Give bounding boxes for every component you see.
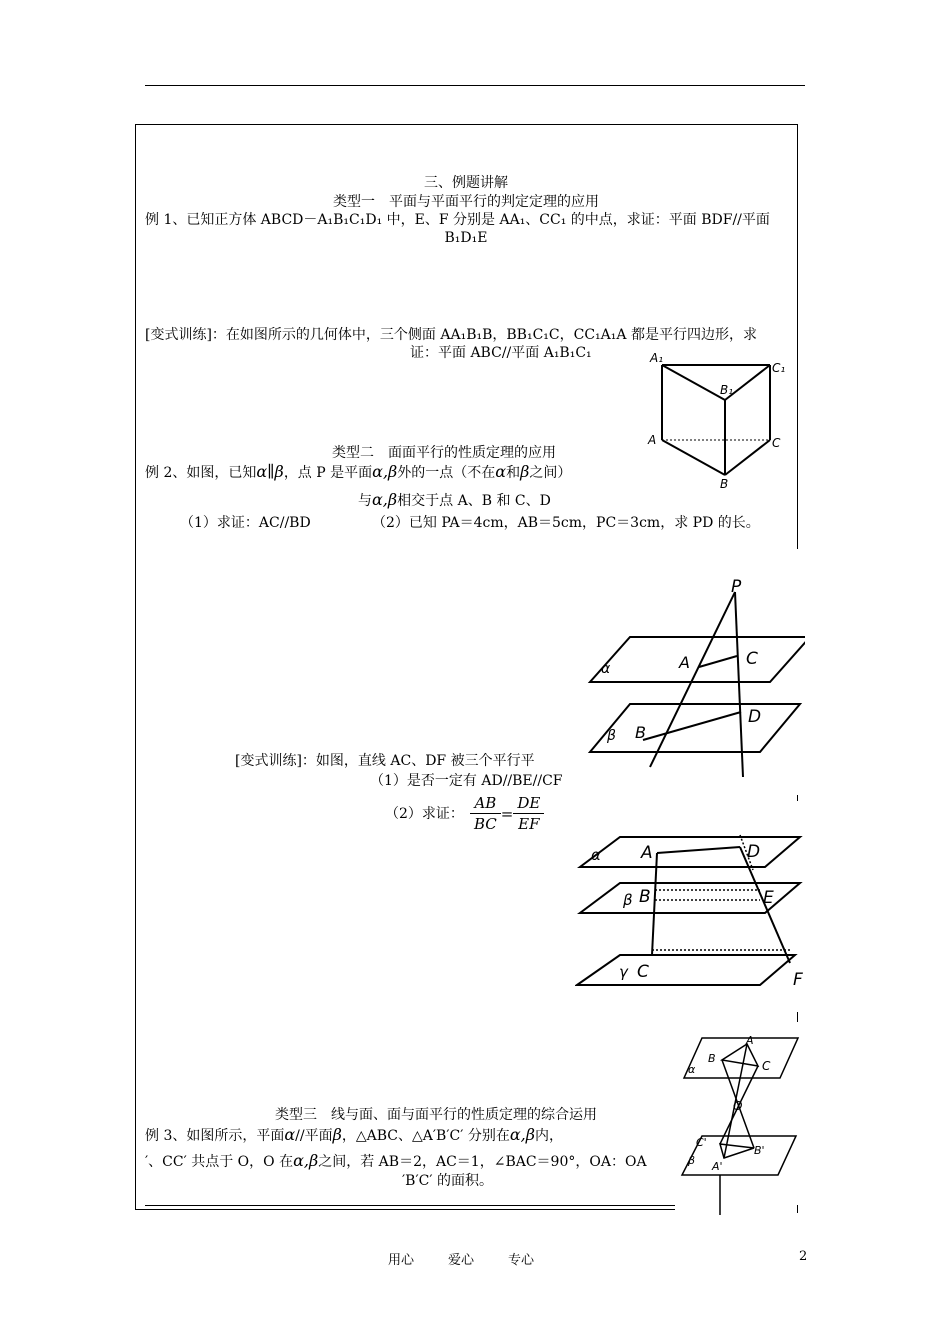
label-C: C (637, 962, 649, 982)
label-A: A (746, 1034, 754, 1047)
label-B1: B₁ (720, 383, 734, 397)
proportion-formula (472, 793, 542, 834)
frame-bottom-inner (145, 1205, 675, 1206)
plane-alpha (580, 837, 800, 867)
frac-equals: = (500, 804, 514, 823)
variant2-line1: [变式训练]：如图，直线 AC、DF 被三个平行平 (235, 753, 535, 769)
example3-line1: 例 3、如图所示，平面α//平面β，△ABC、△A′B′C′ 分别在α,β内， (145, 1125, 563, 1144)
label-C1: C₁ (772, 361, 786, 375)
label-F: F (793, 970, 803, 990)
frac-de: DE (517, 794, 541, 812)
label-E: E (763, 888, 774, 908)
label-beta: β (607, 728, 616, 744)
label-D: D (748, 707, 762, 727)
label-alpha: α (591, 846, 601, 864)
footer-motto-2: 爱心 (448, 1253, 475, 1268)
label-B: B (708, 1052, 716, 1065)
example2-q2: （2）已知 PA＝4cm，AB＝5cm，PC＝3cm，求 PD 的长。 (372, 515, 760, 531)
footer-motto-3: 专心 (508, 1253, 535, 1268)
frac-ef: EF (518, 815, 540, 833)
line-AC (699, 656, 737, 667)
label-O: O (733, 1099, 743, 1113)
section-title: 三、例题讲解 (424, 175, 508, 191)
label-B: B (635, 723, 646, 742)
label-A1: A₁ (650, 351, 664, 365)
prism-edge (725, 440, 770, 475)
variant2-q1: （1）是否一定有 AD//BE//CF (370, 773, 563, 789)
line-BD (643, 712, 741, 740)
frame-left (135, 124, 136, 1210)
header-rule (145, 85, 805, 86)
line-AD (657, 847, 740, 853)
label-C: C (772, 436, 781, 450)
cross-planes-figure (680, 1030, 800, 1215)
frame-right-upper (797, 124, 798, 549)
two-planes-figure (585, 572, 805, 787)
frame-right-tick2 (797, 1012, 798, 1022)
page-number: 2 (799, 1249, 808, 1264)
line-PD (735, 592, 743, 777)
prism-figure (640, 350, 790, 490)
variant2-q2: （2）求证： (385, 806, 464, 822)
type2-heading: 类型二 面面平行的性质定理的应用 (332, 445, 556, 461)
example2-line1: 例 2、如图，已知α∥β，点 P 是平面α,β外的一点（不在α和β之间） (145, 462, 572, 481)
example3-line3: ′B′C′ 的面积。 (402, 1173, 493, 1189)
label-B1: B' (754, 1144, 765, 1157)
type1-heading: 类型一 平面与平面平行的判定定理的应用 (333, 194, 599, 210)
plane-gamma (577, 955, 795, 985)
label-A: A (679, 653, 690, 672)
label-P: P (731, 577, 742, 597)
example1-line1: 例 1、已知正方体 ABCD－A₁B₁C₁D₁ 中，E、F 分别是 AA₁、CC₁ 的中点，求证：平面 BDF//平面 (145, 212, 770, 228)
plane-beta (590, 704, 800, 752)
label-alpha: α (601, 661, 611, 677)
frame-top (135, 124, 798, 125)
label-C: C (762, 1059, 771, 1073)
prism-edge (662, 365, 725, 400)
label-B: B (639, 887, 651, 907)
example2-line2: 与α,β相交于点 A、B 和 C、D (358, 490, 551, 509)
label-A1: A' (712, 1160, 723, 1173)
example1-line2: B₁D₁E (444, 230, 488, 246)
label-B: B (720, 477, 729, 490)
example2-q1: （1）求证：AC//BD (180, 515, 311, 531)
footer-motto-1: 用心 (388, 1253, 415, 1268)
label-beta: β (623, 891, 633, 909)
example3-line2: ′、CC′ 共点于 O，O 在α,β之间，若 AB＝2，AC＝1，∠BAC＝90°，OA：OA (145, 1151, 647, 1170)
frac-bc: BC (474, 815, 497, 833)
type3-heading: 类型三 线与面、面与面平行的性质定理的综合运用 (275, 1107, 597, 1123)
frame-bottom (135, 1209, 675, 1210)
label-D: D (747, 842, 761, 862)
variant1-line2: 证：平面 ABC//平面 A₁B₁C₁ (410, 345, 592, 361)
prism-edge (662, 440, 725, 475)
label-A: A (648, 433, 657, 447)
label-A: A (641, 843, 653, 863)
label-C1: C' (696, 1136, 707, 1149)
frac-ab: AB (474, 794, 497, 812)
three-planes-figure (575, 825, 805, 995)
label-beta: β (688, 1154, 696, 1167)
line-AC (652, 853, 657, 955)
frame-right-tick1 (797, 795, 798, 801)
line-PB (650, 592, 735, 767)
plane-alpha (590, 637, 805, 682)
label-gamma: γ (619, 963, 628, 981)
variant1-line1: [变式训练]：在如图所示的几何体中，三个侧面 AA₁B₁B，BB₁C₁C，CC₁A₁A 都是平行四边形，求 (145, 327, 757, 343)
label-C: C (746, 649, 758, 669)
label-alpha: α (688, 1063, 696, 1076)
triangle-ABC (722, 1044, 758, 1066)
